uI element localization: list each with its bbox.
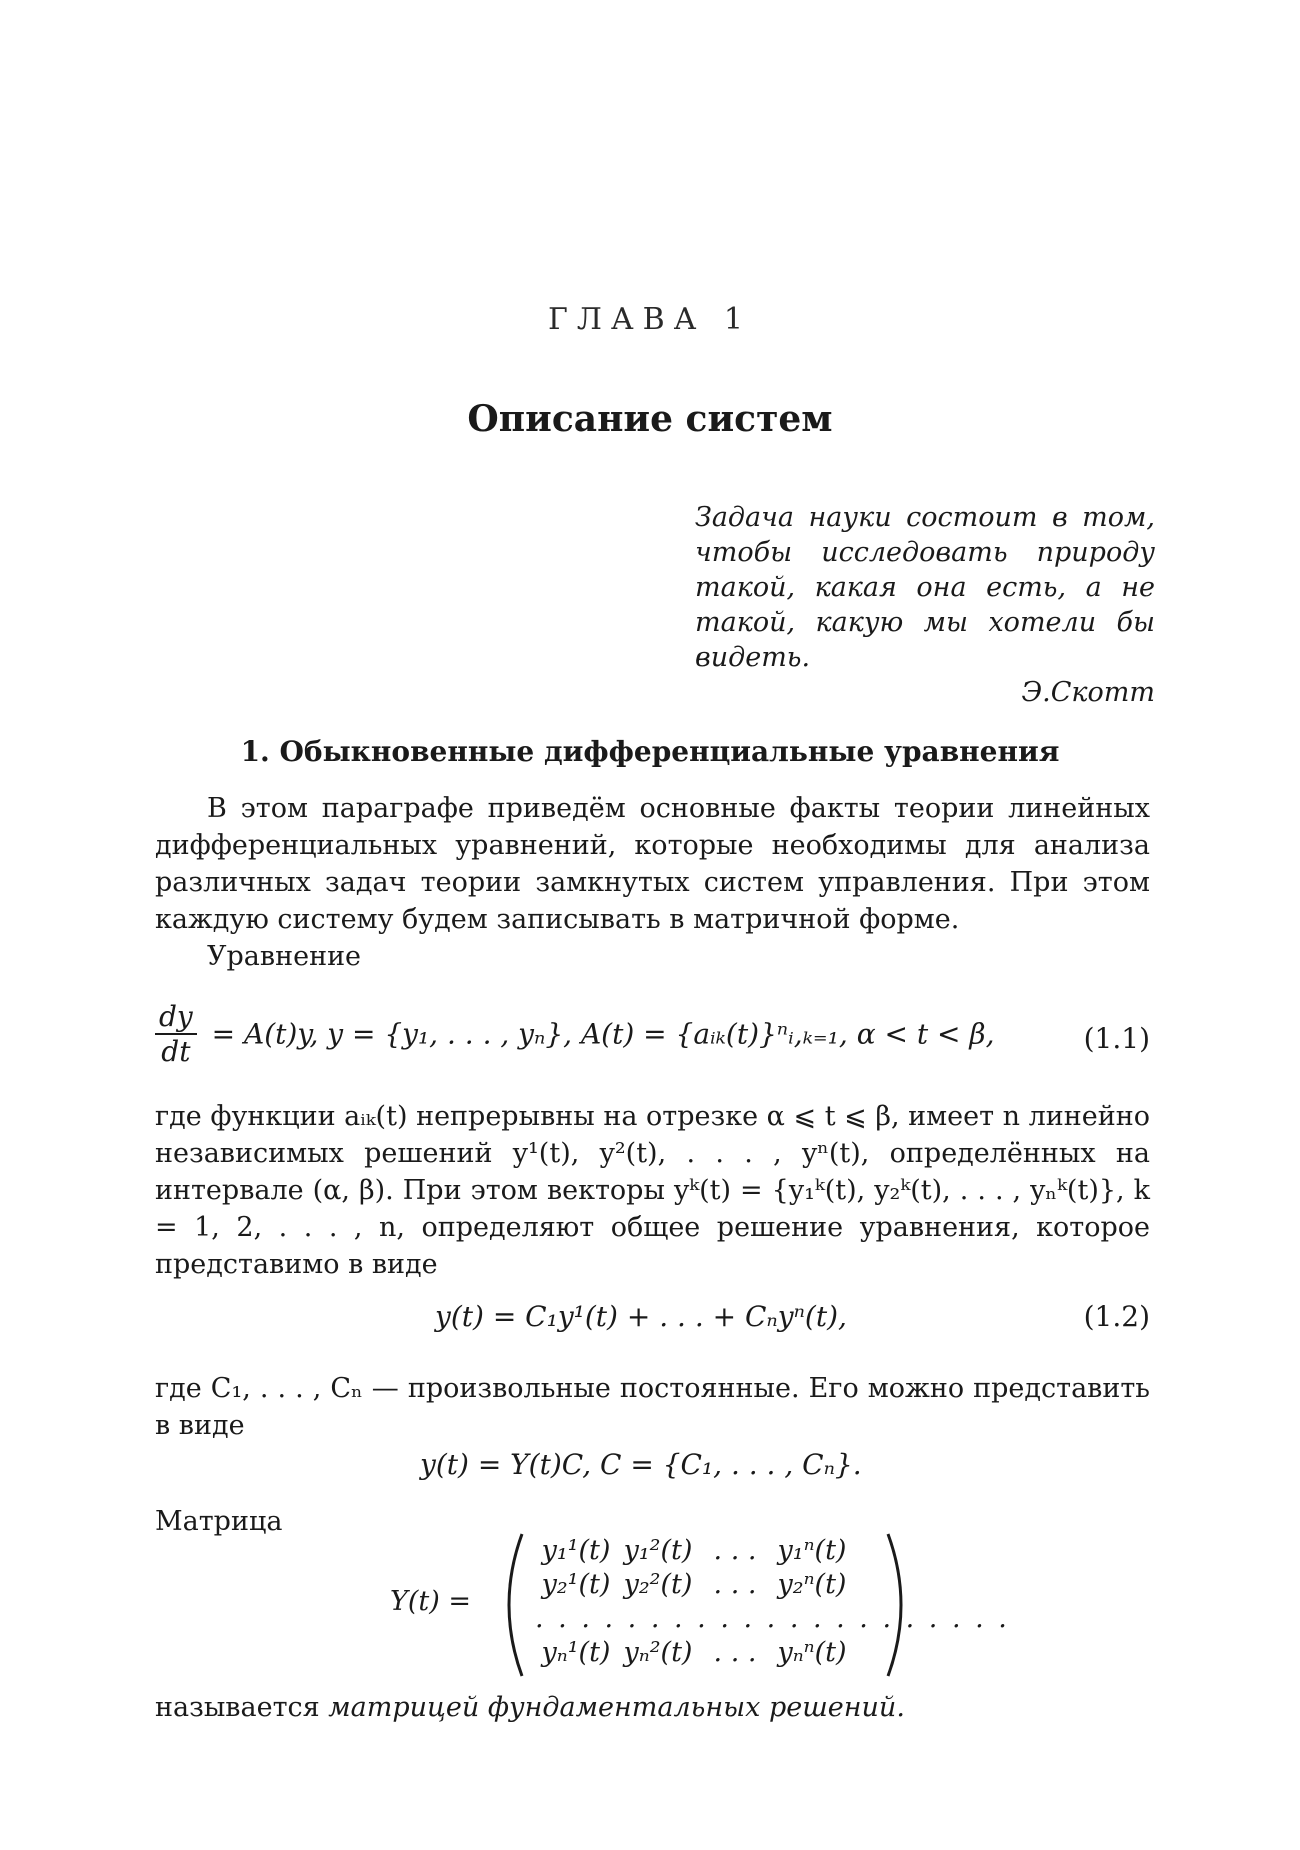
matrix-cell: . . . xyxy=(713,1569,757,1600)
fraction-denominator: dt xyxy=(161,1035,191,1068)
chapter-title: Описание систем xyxy=(467,398,833,440)
final-sentence xyxy=(155,1692,905,1723)
matrix-cell: y₁¹(t) xyxy=(541,1535,611,1566)
equation-matrix-form xyxy=(155,1448,1150,1488)
matrix-cell: y₁ⁿ(t) xyxy=(777,1535,847,1566)
matrix-left-paren xyxy=(490,1530,530,1680)
equation-fraction xyxy=(155,1000,197,1068)
matrix-cell: yₙⁿ(t) xyxy=(777,1637,847,1668)
matrix-row xyxy=(535,1636,875,1670)
paragraph-matrix-lead: Матрица xyxy=(155,1506,283,1537)
paragraph-intro: В этом параграфе приведём основные факты теории линейных дифференциальных уравнений, которые необходимы для анализа различных задач теории замкнутых систем управления. При этом каждую систему будем записывать в матричной форме. xyxy=(155,793,1150,935)
matrix-cell: y₁²(t) xyxy=(623,1535,693,1566)
equation-1-2-body: y(t) = C₁y¹(t) + . . . + Cₙyⁿ(t), xyxy=(435,1300,847,1333)
matrix-cell: y₂²(t) xyxy=(623,1569,693,1600)
matrix-grid xyxy=(535,1534,1010,1670)
final-prefix: называется xyxy=(155,1692,320,1723)
section-title: 1. Обыкновенные дифференциальные уравнения xyxy=(240,735,1060,768)
equation-1-1-body: = A(t)y, y = {y₁, . . . , yₙ}, A(t) = {aᵢₖ(t)}ⁿᵢ,ₖ₌₁, α < t < β, xyxy=(211,1017,995,1051)
matrix-row xyxy=(535,1568,875,1602)
matrix-cell: y₂ⁿ(t) xyxy=(777,1569,847,1600)
matrix-cell: y₂¹(t) xyxy=(541,1569,611,1600)
matrix-label: Y(t) = xyxy=(390,1586,471,1617)
matrix-cell: yₙ²(t) xyxy=(623,1637,693,1668)
final-emphasis: матрицей фундаментальных решений. xyxy=(328,1692,905,1723)
matrix-row xyxy=(535,1534,875,1568)
paragraph-equation-lead: Уравнение xyxy=(207,941,362,972)
epigraph-text: Задача науки состоит в том, чтобы исследовать природу такой, какая она есть, а не такой, какую мы хотели бы видеть. xyxy=(695,502,1155,673)
matrix-right-paren xyxy=(880,1530,920,1680)
fraction-numerator: dy xyxy=(155,1000,197,1035)
matrix-cell: . . . xyxy=(713,1637,757,1668)
chapter-label: ГЛАВА 1 xyxy=(547,302,752,337)
paragraph-constants: где C₁, . . . , Cₙ — произвольные постоянные. Его можно представить в виде xyxy=(155,1373,1150,1441)
matrix-cell: . . . xyxy=(713,1535,757,1566)
equation-1-1 xyxy=(155,1000,1150,1080)
epigraph-author: Э.Скотт xyxy=(1021,677,1155,708)
equation-1-2 xyxy=(155,1300,1150,1340)
paragraph-solutions: где функции aᵢₖ(t) непрерывны на отрезке α ⩽ t ⩽ β, имеет n линейно независимых решений y¹(t), y²(t), . . . , yⁿ(t), определённых на интервале (α, β). При этом векторы yᵏ(t) = {y₁ᵏ(t), y₂ᵏ(t), . . . , yₙᵏ(t)}, k = 1, 2, . . . , n, определяют общее решение уравнения, которое представимо в виде xyxy=(155,1101,1150,1280)
matrix-row-dots: . . . . . . . . . . . . . . . . . . . . . xyxy=(535,1603,1010,1634)
matrix-cell: yₙ¹(t) xyxy=(541,1637,611,1668)
equation-1-2-number: (1.2) xyxy=(1083,1300,1150,1333)
equation-1-1-number: (1.1) xyxy=(1083,1022,1150,1055)
equation-matrix-form-body: y(t) = Y(t)C, C = {C₁, . . . , Cₙ}. xyxy=(420,1448,862,1481)
epigraph xyxy=(695,500,1155,710)
